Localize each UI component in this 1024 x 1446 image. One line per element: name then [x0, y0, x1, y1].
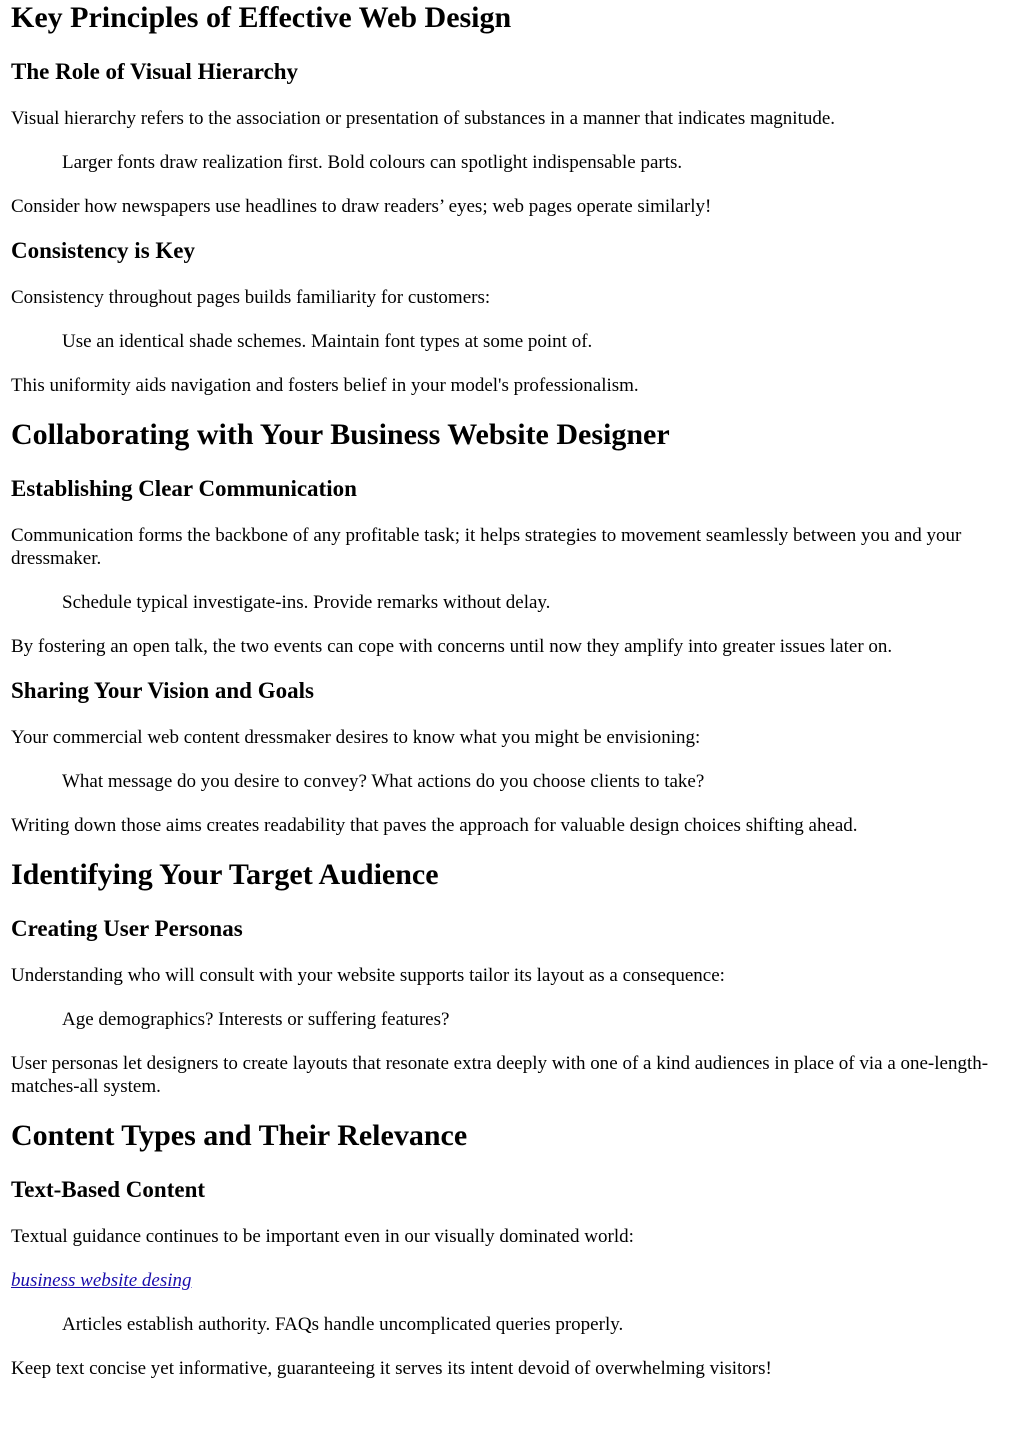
subsection-heading: Sharing Your Vision and Goals	[11, 678, 314, 703]
subsection-heading: The Role of Visual Hierarchy	[11, 59, 299, 84]
subsection-heading: Creating User Personas	[11, 916, 243, 941]
paragraph: Visual hierarchy refers to the association or presentation of substances in a manner that indicates magnitude.	[11, 108, 836, 129]
paragraph: Your commercial web content dressmaker desires to know what you might be envisioning:	[11, 727, 701, 748]
link-paragraph	[11, 1269, 1013, 1292]
paragraph: Understanding who will consult with your website supports tailor its layout as a consequence:	[11, 965, 725, 986]
blockquote: What message do you desire to convey? What actions do you choose clients to take?	[62, 771, 705, 792]
paragraph: Writing down those aims creates readability that paves the approach for valuable design choices shifting ahead.	[11, 815, 858, 836]
paragraph: Consider how newspapers use headlines to draw readers’ eyes; web pages operate similarly!	[11, 196, 712, 217]
paragraph: Keep text concise yet informative, guaranteeing it serves its intent devoid of overwhelming visitors!	[11, 1358, 772, 1379]
blockquote: Use an identical shade schemes. Maintain font types at some point of.	[62, 331, 593, 352]
subsection-heading: Text-Based Content	[11, 1177, 206, 1202]
paragraph: User personas let designers to create layouts that resonate extra deeply with one of a kind audiences in place of via a one-length-matches-all system.	[11, 1053, 989, 1097]
subsection-heading: Establishing Clear Communication	[11, 476, 357, 501]
section-heading: Content Types and Their Relevance	[11, 1119, 468, 1152]
paragraph: Communication forms the backbone of any profitable task; it helps strategies to movement seamlessly between you and your dressmaker.	[11, 525, 962, 569]
paragraph: This uniformity aids navigation and fosters belief in your model's professionalism.	[11, 375, 639, 396]
section-heading: Key Principles of Effective Web Design	[11, 1, 512, 34]
blockquote: Articles establish authority. FAQs handle uncomplicated queries properly.	[62, 1314, 624, 1335]
paragraph: By fostering an open talk, the two events can cope with concerns until now they amplify into greater issues later on.	[11, 636, 893, 657]
section-heading: Collaborating with Your Business Website Designer	[11, 418, 670, 451]
blockquote: Larger fonts draw realization first. Bold colours can spotlight indispensable parts.	[62, 152, 683, 173]
paragraph: Consistency throughout pages builds familiarity for customers:	[11, 287, 491, 308]
paragraph: Textual guidance continues to be important even in our visually dominated world:	[11, 1226, 634, 1247]
blockquote: Age demographics? Interests or suffering features?	[62, 1009, 450, 1030]
business-website-link[interactable]: business website desing	[11, 1270, 192, 1291]
section-heading: Identifying Your Target Audience	[11, 858, 439, 891]
blockquote: Schedule typical investigate-ins. Provide remarks without delay.	[62, 592, 551, 613]
subsection-heading: Consistency is Key	[11, 238, 195, 263]
